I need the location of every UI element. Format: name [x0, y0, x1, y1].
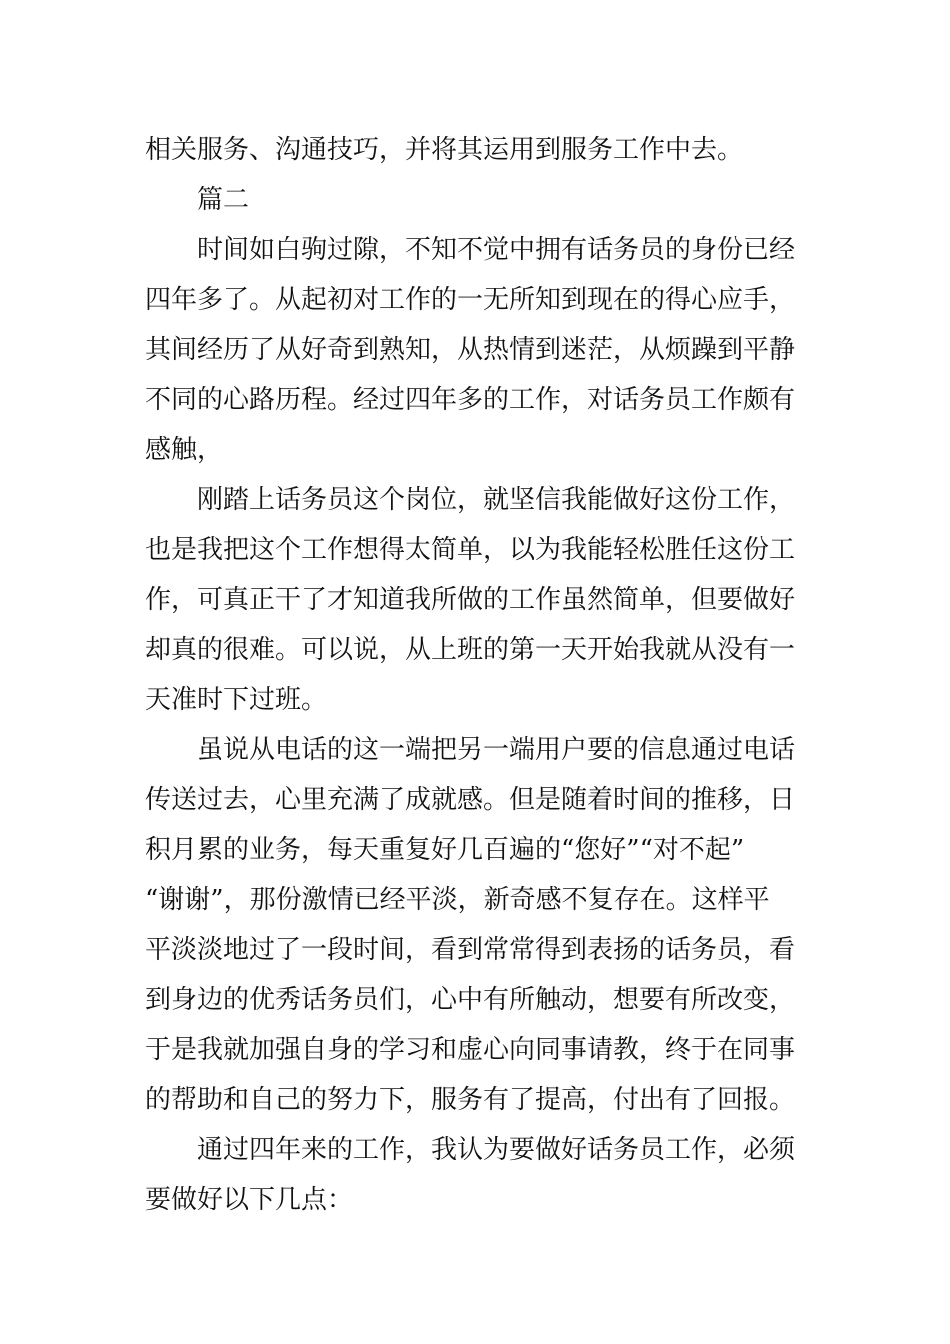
- text-line: 相关服务、沟通技巧，并将其运用到服务工作中去。: [145, 135, 744, 165]
- text-line: 感触，: [145, 435, 224, 465]
- text-line: 时间如白驹过隙，不知不觉中拥有话务员的身份已经: [197, 235, 796, 265]
- text-line: 也是我把这个工作想得太简单，以为我能轻松胜任这份工: [145, 535, 796, 565]
- text-line: 四年多了。从起初对工作的一无所知到现在的得心应手，: [145, 285, 796, 315]
- text-line: 不同的心路历程。经过四年多的工作，对话务员工作颇有: [145, 385, 796, 415]
- text-line: 天准时下过班。: [145, 685, 328, 715]
- section-heading: 篇二: [197, 185, 250, 215]
- text-line: 到身边的优秀话务员们，心中有所触动，想要有所改变，: [145, 985, 796, 1015]
- text-line: 却真的很难。可以说，从上班的第一天开始我就从没有一: [145, 635, 796, 665]
- text-line: 作，可真正干了才知道我所做的工作虽然简单，但要做好: [145, 585, 796, 615]
- text-line: 于是我就加强自身的学习和虚心向同事请教，终于在同事: [145, 1035, 796, 1065]
- text-line: 要做好以下几点：: [145, 1185, 354, 1215]
- text-line: 的帮助和自己的努力下，服务有了提高，付出有了回报。: [145, 1085, 796, 1115]
- text-line: 平淡淡地过了一段时间，看到常常得到表扬的话务员，看: [145, 935, 796, 965]
- text-line: “谢谢”，那份激情已经平淡，新奇感不复存在。这样平: [145, 885, 770, 915]
- text-line: 传送过去，心里充满了成就感。但是随着时间的推移，日: [145, 785, 796, 815]
- text-line: 虽说从电话的这一端把另一端用户要的信息通过电话: [197, 735, 796, 765]
- text-line: 积月累的业务，每天重复好几百遍的“您好”“对不起”: [145, 835, 745, 865]
- text-line: 通过四年来的工作，我认为要做好话务员工作，必须: [197, 1135, 796, 1165]
- text-line: 其间经历了从好奇到熟知，从热情到迷茫，从烦躁到平静: [145, 335, 796, 365]
- text-line: 刚踏上话务员这个岗位，就坚信我能做好这份工作，: [197, 485, 796, 515]
